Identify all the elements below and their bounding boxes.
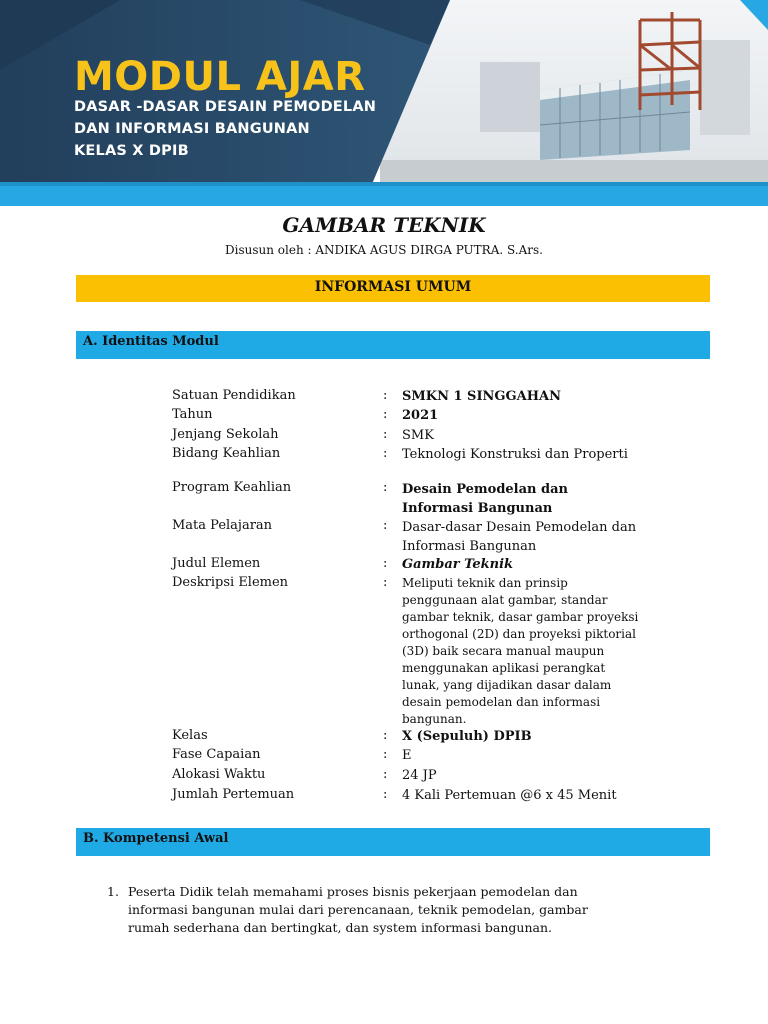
document-author: Disusun oleh : ANDIKA AGUS DIRGA PUTRA. S.Ars. [225,243,543,257]
row-label: Alokasi Waktu [172,767,266,782]
row-separator: : [383,787,388,802]
row-label: Mata Pelajaran [172,518,273,533]
banner-title: MODUL AJAR [74,54,366,100]
row-separator: : [383,575,388,590]
row-label: Jumlah Pertemuan [172,787,295,802]
row-separator: : [383,767,388,782]
row-separator: : [383,480,388,495]
row-value: 4 Kali Pertemuan @6 x 45 Menit [402,788,617,803]
row-value: SMK [402,428,434,443]
row-separator: : [383,556,388,571]
row-value: X (Sepuluh) DPIB [402,729,532,744]
row-label: Deskripsi Elemen [172,575,289,590]
row-value: Meliputi teknik dan prinsip penggunaan alat gambar, standar gambar teknik, dasar gambar proyeksi orthogonal (2D) dan proyeksi piktorial (3D) baik secara manual maupun menggunakan aplikasi perangkat lunak, yang dijadikan dasar dalam desain pemodelan dan informasi bangunan. [402,576,639,726]
general-info-header: INFORMASI UMUM [76,275,710,302]
banner-subtitle-line-2: DAN INFORMASI BANGUNAN [74,121,310,137]
document-title: GAMBAR TEKNIK [282,213,486,237]
row-separator: : [383,446,388,461]
banner-subtitle-line-3: KELAS X DPIB [74,143,189,159]
banner-subtitle-line-1: DASAR -DASAR DESAIN PEMODELAN [74,99,377,115]
row-separator: : [383,728,388,743]
row-value: Teknologi Konstruksi dan Properti [402,447,628,462]
list-item-text: Peserta Didik telah memahami proses bisnis pekerjaan pemodelan dan informasi bangunan mulai dari perencanaan, teknik pemodelan, gambar rumah sederhana dan bertingkat, dan system informasi bangunan. [128,884,588,935]
row-separator: : [383,388,388,403]
list-item-number: 1. [107,884,119,899]
row-label: Jenjang Sekolah [172,427,279,442]
row-value: Desain Pemodelan dan Informasi Bangunan [402,482,568,516]
row-label: Bidang Keahlian [172,446,281,461]
row-value: 2021 [402,408,439,423]
row-label: Fase Capaian [172,747,261,762]
competency-section-title: B. Kompetensi Awal [83,831,229,846]
row-label: Judul Elemen [172,556,261,571]
row-value: Gambar Teknik [402,557,514,572]
row-value: Dasar-dasar Desain Pemodelan dan Informasi Bangunan [402,520,637,554]
row-label: Tahun [172,407,213,422]
row-value: 24 JP [402,768,437,783]
row-separator: : [383,518,388,533]
row-separator: : [383,427,388,442]
identity-section-header [76,331,710,359]
row-value: E [402,748,412,763]
row-label: Satuan Pendidikan [172,388,296,403]
row-value: SMKN 1 SINGGAHAN [402,389,561,404]
row-separator: : [383,747,388,762]
row-label: Kelas [172,728,208,743]
competency-section-header [76,828,710,856]
header-banner [0,0,768,206]
row-label: Program Keahlian [172,480,292,495]
row-separator: : [383,407,388,422]
identity-section-title: A. Identitas Modul [83,334,219,349]
